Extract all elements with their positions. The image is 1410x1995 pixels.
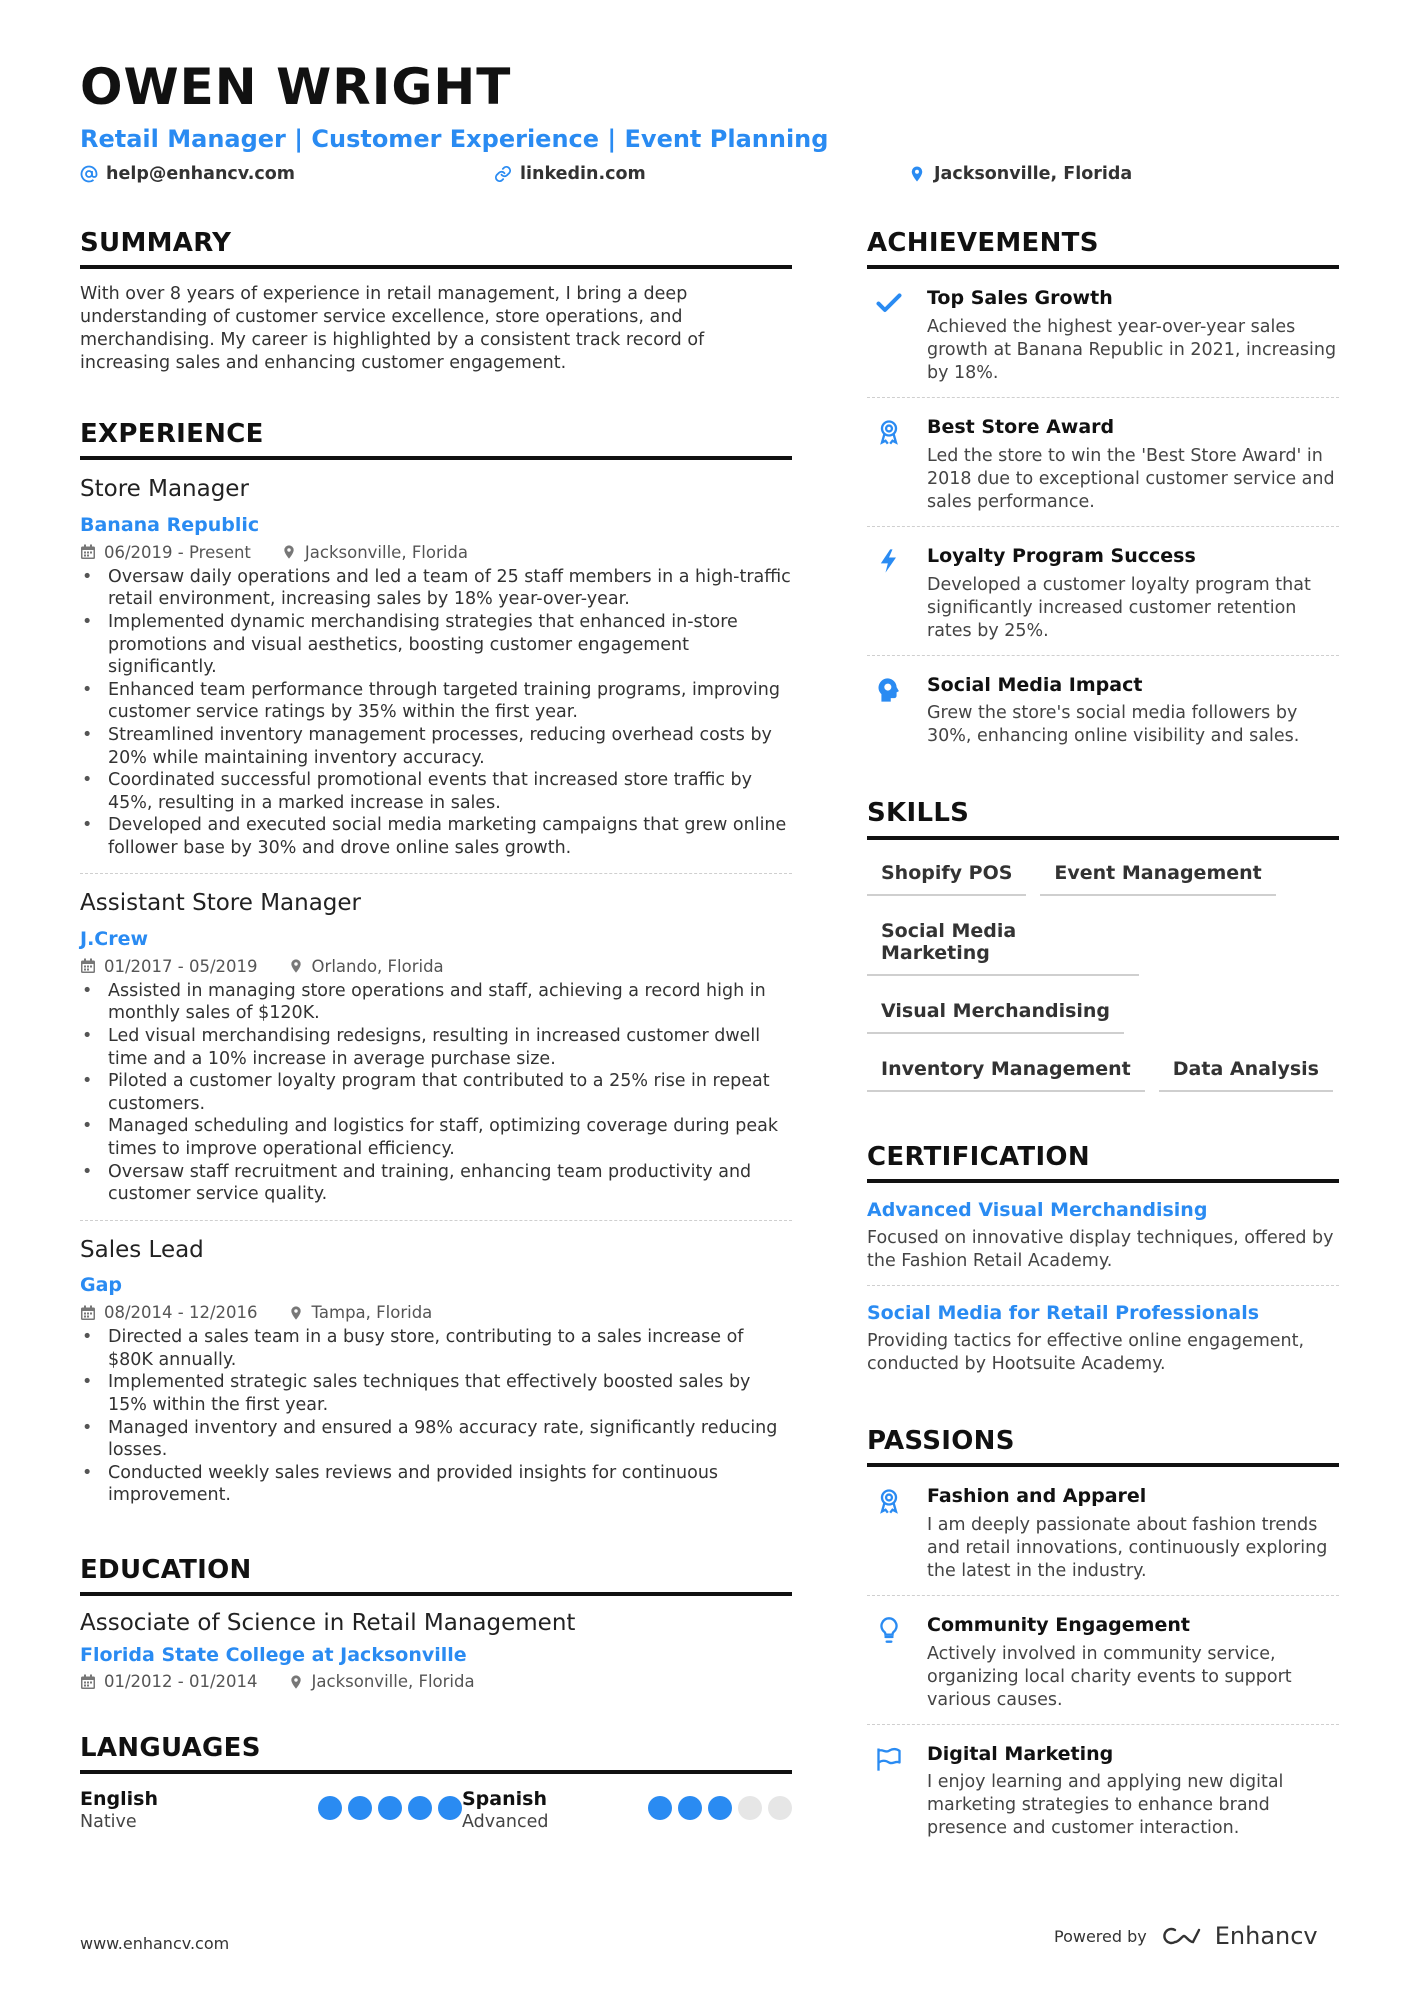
experience-section	[80, 419, 792, 1521]
location-pin-icon	[908, 165, 926, 183]
certification-desc: Focused on innovative display techniques, offered by the Fashion Retail Academy.	[867, 1227, 1334, 1271]
skill-tag: Shopify POS	[867, 854, 1026, 896]
school-name: Florida State College at Jacksonville	[80, 1644, 467, 1667]
language-item	[462, 1788, 792, 1832]
job-meta	[80, 543, 792, 562]
job-bullet: • Assisted in managing store operations and staff, achieving a record high in monthly sales of $120K.	[80, 980, 792, 1025]
job-bullet: • Streamlined inventory management processes, reducing overhead costs by 20% while maintaining inventory accuracy.	[80, 724, 792, 769]
achievement-desc: Led the store to win the 'Best Store Award' in 2018 due to exceptional customer service and sales performance.	[927, 445, 1335, 512]
section-title-passions: PASSIONS	[867, 1426, 1339, 1467]
achievement-title: Top Sales Growth	[927, 287, 1113, 310]
job-bullet: • Oversaw daily operations and led a team of 25 staff members in a high-traffic retail environment, increasing sales by 18% year-over-year.	[80, 566, 792, 611]
company-name: Gap	[80, 1274, 123, 1297]
job-title: Sales Lead	[80, 1236, 204, 1263]
language-rating	[318, 1796, 462, 1832]
award-ribbon-icon	[875, 418, 903, 446]
footer-branding	[1054, 1922, 1318, 1950]
education-meta	[80, 1672, 792, 1691]
achievement-title: Loyalty Program Success	[927, 544, 1196, 567]
achievement-desc: Developed a customer loyalty program that significantly increased customer retention rates by 25%.	[927, 574, 1311, 641]
rating-dot-empty	[768, 1796, 792, 1820]
location-pin-icon	[281, 544, 297, 560]
brand-name: Enhancv	[1214, 1922, 1318, 1950]
job-bullet: • Conducted weekly sales reviews and provided insights for continuous improvement.	[80, 1462, 792, 1507]
passion-item	[867, 1725, 1339, 1853]
job-bullet: • Oversaw staff recruitment and training, enhancing team productivity and customer service quality.	[80, 1161, 792, 1206]
skill-tag: Inventory Management	[867, 1050, 1145, 1092]
job-meta	[80, 957, 792, 976]
candidate-name: OWEN WRIGHT	[80, 58, 512, 116]
rating-dot-filled	[708, 1796, 732, 1820]
company-name: J.Crew	[80, 928, 149, 951]
job-bullets	[80, 566, 792, 860]
rating-dot-empty	[738, 1796, 762, 1820]
language-rating	[648, 1796, 792, 1832]
summary-section	[80, 228, 792, 375]
skill-tag: Data Analysis	[1159, 1050, 1333, 1092]
contact-location	[908, 164, 1132, 184]
rating-dot-filled	[438, 1796, 462, 1820]
job-location: Tampa, Florida	[311, 1303, 433, 1323]
job-bullets	[80, 1326, 792, 1507]
rating-dot-filled	[318, 1796, 342, 1820]
right-column	[867, 228, 1339, 1852]
achievement-item	[867, 398, 1339, 527]
skills-list	[867, 854, 1339, 1108]
education-dates: 01/2012 - 01/2014	[104, 1672, 258, 1692]
passions-section	[867, 1426, 1339, 1853]
achievements-section	[867, 228, 1339, 760]
job-location: Jacksonville, Florida	[304, 542, 468, 562]
powered-by-text: Powered by	[1054, 1926, 1147, 1946]
award-ribbon-icon	[875, 1487, 903, 1515]
job-title: Assistant Store Manager	[80, 890, 362, 917]
job-bullet: • Piloted a customer loyalty program that contributed to a 25% rise in repeat customers.	[80, 1070, 792, 1115]
section-title-experience: EXPERIENCE	[80, 419, 792, 460]
contact-linkedin-text: linkedin.com	[520, 164, 646, 184]
passion-title: Fashion and Apparel	[927, 1484, 1147, 1507]
skills-section	[867, 798, 1339, 1107]
job-meta	[80, 1303, 792, 1322]
passion-desc: Actively involved in community service, organizing local charity events to support various causes.	[927, 1643, 1292, 1710]
job-bullet: • Directed a sales team in a busy store, contributing to a sales increase of $80K annually.	[80, 1326, 792, 1371]
job-dates: 08/2014 - 12/2016	[104, 1303, 258, 1323]
calendar-icon	[80, 1674, 96, 1690]
passion-desc: I am deeply passionate about fashion trends and retail innovations, continuously exploring the latest in the industry.	[927, 1514, 1328, 1581]
location-pin-icon	[288, 1674, 304, 1690]
achievement-title: Best Store Award	[927, 415, 1115, 438]
job-entry	[80, 874, 792, 1220]
certification-item	[867, 1183, 1339, 1286]
certification-item	[867, 1286, 1339, 1388]
degree-title: Associate of Science in Retail Management	[80, 1610, 576, 1637]
brand-logo[interactable]	[1161, 1922, 1318, 1950]
calendar-icon	[80, 958, 96, 974]
achievement-item	[867, 656, 1339, 761]
contact-location-text: Jacksonville, Florida	[934, 164, 1133, 184]
candidate-headline: Retail Manager | Customer Experience | Event Planning	[80, 125, 829, 153]
language-level: Advanced	[462, 1812, 549, 1833]
lightning-icon	[875, 547, 903, 575]
enhancv-logo-icon	[1161, 1924, 1207, 1948]
job-bullet: • Managed inventory and ensured a 98% accuracy rate, significantly reducing losses.	[80, 1417, 792, 1462]
job-bullets	[80, 980, 792, 1206]
job-entry	[80, 1221, 792, 1521]
rating-dot-filled	[378, 1796, 402, 1820]
section-title-achievements: ACHIEVEMENTS	[867, 228, 1339, 269]
certification-title: Advanced Visual Merchandising	[867, 1198, 1208, 1221]
checkmark-icon	[875, 289, 903, 317]
contact-linkedin[interactable]	[494, 164, 646, 184]
passion-item	[867, 1467, 1339, 1596]
education-section	[80, 1555, 792, 1691]
certification-desc: Providing tactics for effective online engagement, conducted by Hootsuite Academy.	[867, 1330, 1305, 1374]
passion-title: Digital Marketing	[927, 1742, 1114, 1765]
job-bullet: • Led visual merchandising redesigns, resulting in increased customer dwell time and a 10% increase in average purchase size.	[80, 1025, 792, 1070]
certification-section	[867, 1142, 1339, 1388]
rating-dot-filled	[408, 1796, 432, 1820]
languages-section	[80, 1733, 792, 1832]
company-name: Banana Republic	[80, 513, 260, 536]
passion-title: Community Engagement	[927, 1613, 1190, 1636]
job-bullet: • Enhanced team performance through targeted training programs, improving customer service ratings by 35% within the first year.	[80, 679, 792, 724]
job-dates: 06/2019 - Present	[104, 542, 251, 562]
section-title-education: EDUCATION	[80, 1555, 792, 1596]
achievement-title: Social Media Impact	[927, 673, 1143, 696]
achievement-item	[867, 269, 1339, 398]
passion-desc: I enjoy learning and applying new digital marketing strategies to enhance brand presence and customer interaction.	[927, 1772, 1284, 1839]
rating-dot-filled	[678, 1796, 702, 1820]
skill-tag: Event Management	[1040, 854, 1275, 896]
lightbulb-icon	[875, 1616, 903, 1644]
education-location: Jacksonville, Florida	[311, 1672, 475, 1692]
section-title-certification: CERTIFICATION	[867, 1142, 1339, 1183]
language-item	[80, 1788, 462, 1832]
job-bullet: • Implemented strategic sales techniques that effectively boosted sales by 15% within the first year.	[80, 1371, 792, 1416]
footer-website[interactable]: www.enhancv.com	[80, 1934, 230, 1953]
left-column	[80, 228, 792, 1832]
rating-dot-filled	[648, 1796, 672, 1820]
achievement-item	[867, 527, 1339, 656]
calendar-icon	[80, 1305, 96, 1321]
job-location: Orlando, Florida	[311, 956, 444, 976]
flag-icon	[875, 1745, 903, 1773]
section-title-skills: SKILLS	[867, 798, 1339, 839]
job-dates: 01/2017 - 05/2019	[104, 956, 258, 976]
job-location-wrap	[288, 1303, 433, 1322]
job-title: Store Manager	[80, 476, 249, 503]
link-icon	[494, 165, 512, 183]
job-location-wrap	[288, 957, 444, 976]
achievement-desc: Grew the store's social media followers by 30%, enhancing online visibility and sales.	[927, 703, 1300, 747]
language-name: English	[80, 1788, 158, 1811]
language-name: Spanish	[462, 1788, 547, 1811]
location-pin-icon	[288, 1305, 304, 1321]
job-bullet: • Implemented dynamic merchandising strategies that enhanced in-store promotions and visual aesthetics, boosting customer engagement significantly.	[80, 611, 792, 679]
section-title-summary: SUMMARY	[80, 228, 792, 269]
location-pin-icon	[288, 958, 304, 974]
languages-row	[80, 1788, 792, 1832]
rating-dot-filled	[348, 1796, 372, 1820]
section-title-languages: LANGUAGES	[80, 1733, 792, 1774]
skill-tag: Visual Merchandising	[867, 992, 1124, 1034]
at-sign-icon	[80, 165, 98, 183]
summary-text: With over 8 years of experience in retail management, I bring a deep understanding of customer service excellence, store operations, and merchandising. My career is highlighted by a consistent track record of increasing sales and enhancing customer engagement.	[80, 284, 705, 374]
job-entry	[80, 460, 792, 874]
education-location-wrap	[288, 1672, 475, 1691]
certification-title: Social Media for Retail Professionals	[867, 1301, 1260, 1324]
job-bullet: • Coordinated successful promotional events that increased store traffic by 45%, resulting in a marked increase in sales.	[80, 769, 792, 814]
skill-tag: Social Media Marketing	[867, 912, 1139, 976]
language-level: Native	[80, 1812, 137, 1833]
calendar-icon	[80, 544, 96, 560]
passion-item	[867, 1596, 1339, 1725]
contact-email-text: help@enhancv.com	[106, 164, 296, 184]
job-bullet: • Developed and executed social media marketing campaigns that grew online follower base by 30% and drove online sales growth.	[80, 814, 792, 859]
contact-email[interactable]	[80, 164, 295, 184]
head-idea-icon	[875, 676, 903, 704]
job-bullet: • Managed scheduling and logistics for staff, optimizing coverage during peak times to improve operational efficiency.	[80, 1115, 792, 1160]
job-location-wrap	[281, 543, 468, 562]
achievement-desc: Achieved the highest year-over-year sales growth at Banana Republic in 2021, increasing by 18%.	[927, 316, 1337, 383]
